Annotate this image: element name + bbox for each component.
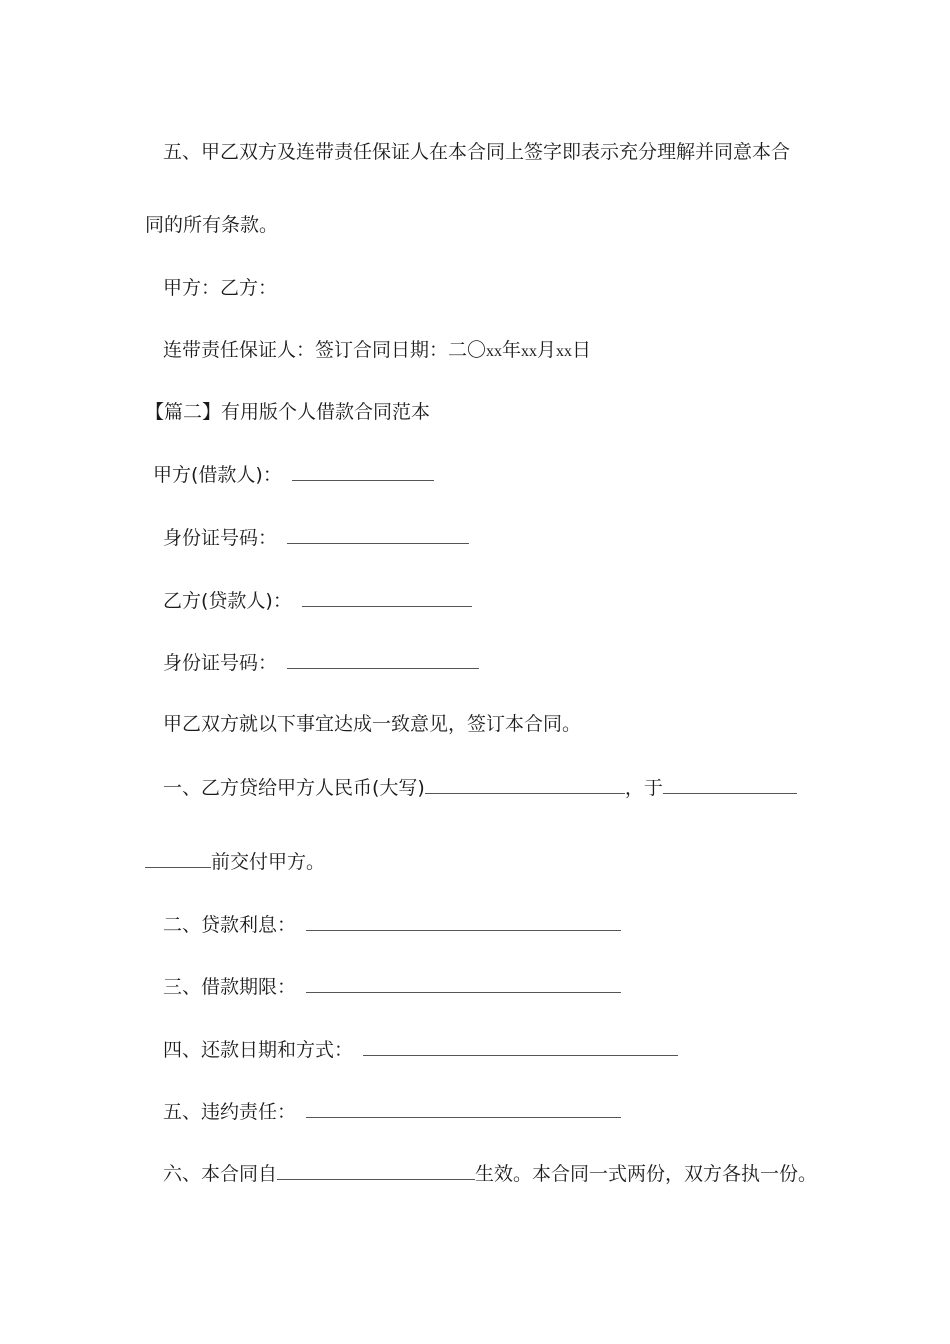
agreement-intro-line (163, 712, 581, 736)
item-1-date-blank-cont[interactable] (145, 849, 211, 868)
lender-line (163, 588, 472, 613)
item-4-label: 四、还款日期和方式： (163, 1039, 354, 1061)
date-year-placeholder: xx (486, 343, 503, 360)
item-5-line (163, 1099, 621, 1124)
clause-5-text-1: 五、甲乙双方及连带责任保证人在本合同上签字即表示充分理解并同意本合 (163, 141, 791, 163)
clause-5-line-1 (163, 140, 790, 164)
date-year-char: 年 (502, 339, 522, 361)
lender-id-label: 身份证号码： (163, 652, 278, 674)
signature-parties-text: 甲方：乙方： (163, 277, 278, 299)
item-1-line-2 (145, 849, 325, 874)
date-day-char: 日 (572, 339, 592, 361)
date-day-placeholder: xx (556, 343, 573, 360)
section-heading (145, 400, 430, 424)
lender-id-line (163, 650, 479, 675)
agreement-intro-text: 甲乙双方就以下事宜达成一致意见，签订本合同。 (163, 713, 582, 735)
borrower-id-line (163, 525, 469, 550)
item-1-suffix: 前交付甲方。 (211, 851, 326, 873)
lender-label: 乙方(贷款人)： (163, 590, 292, 612)
date-month-placeholder: xx (521, 343, 538, 360)
borrower-id-blank[interactable] (287, 525, 469, 544)
guarantor-date-label: 连带责任保证人：签订合同日期：二〇 (163, 339, 487, 361)
item-1-mid: ，于 (624, 777, 663, 799)
lender-id-blank[interactable] (287, 650, 479, 669)
guarantor-date-line (163, 338, 591, 364)
clause-5-line-2 (145, 213, 278, 237)
item-6-suffix: 生效。本合同一式两份，双方各执一份。 (475, 1163, 818, 1185)
item-2-blank[interactable] (306, 912, 621, 931)
borrower-blank[interactable] (292, 462, 434, 481)
item-3-line (163, 974, 621, 999)
item-6-prefix: 六、本合同自 (163, 1163, 278, 1185)
date-month-char: 月 (537, 339, 557, 361)
item-5-blank[interactable] (306, 1099, 621, 1118)
item-5-label: 五、违约责任： (163, 1101, 297, 1123)
item-1-line-1 (163, 775, 797, 800)
item-1-amount-blank[interactable] (425, 775, 625, 794)
item-6-blank[interactable] (277, 1161, 475, 1180)
borrower-id-label: 身份证号码： (163, 527, 278, 549)
item-2-line (163, 912, 621, 937)
borrower-line (153, 462, 434, 487)
section-heading-text: 【篇二】有用版个人借款合同范本 (145, 401, 431, 423)
lender-blank[interactable] (302, 588, 472, 607)
borrower-label: 甲方(借款人)： (153, 464, 282, 486)
item-1-prefix: 一、乙方贷给甲方人民币(大写) (163, 777, 425, 799)
item-4-line (163, 1037, 678, 1062)
item-2-label: 二、贷款利息： (163, 914, 297, 936)
item-3-blank[interactable] (306, 974, 621, 993)
item-6-line (163, 1161, 817, 1186)
item-3-label: 三、借款期限： (163, 976, 297, 998)
signature-parties-line (163, 276, 277, 300)
clause-5-text-2: 同的所有条款。 (145, 214, 279, 236)
item-1-date-blank[interactable] (663, 775, 797, 794)
item-4-blank[interactable] (363, 1037, 678, 1056)
